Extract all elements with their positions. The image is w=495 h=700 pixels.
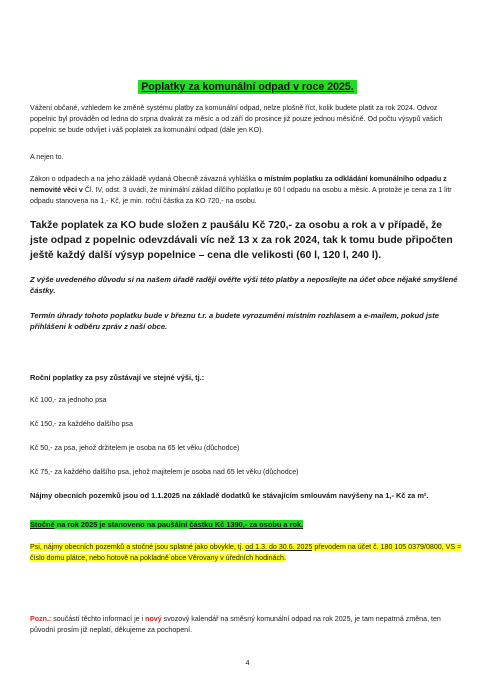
sewage-paragraph (30, 519, 462, 530)
note-new-word: nový (145, 615, 162, 623)
note-label: Pozn.: (30, 615, 52, 623)
payment-paragraph (30, 542, 462, 564)
dog-fee-item: Kč 100,- za jednoho psa (30, 396, 107, 404)
land-rent-paragraph: Nájmy obecních pozemků jsou od 1.1.2025 na základě dodatků ke stávajícím smlouvám navýšeny na 1,- Kč za m². (30, 491, 429, 500)
payment-term-notice: Termín úhrady tohoto poplatku bude v březnu t.r. a budete vyrozuměni místním rozhlasem a e-mailem, pokud jste přihlášeni k odběru zpráv z naší obce. (30, 311, 440, 332)
verify-notice: Z výše uvedeného důvodu si na našem úřadě raději ověřte výši této platby a neposílejte na účet obce nějaké smyšlené částky. (30, 275, 458, 296)
dog-fee-item: Kč 150,- za každého dalšího psa (30, 420, 133, 428)
fee-statement: Takže poplatek za KO bude složen z paušálu Kč 720,- za osobu a rok a v případě, že jste odpad z popelnic odevzdávali víc než 13 x za rok 2024, tak k tomu bude připočten ještě každý další výsyp popelnice – cena dle velikosti (60 l, 120 l, 240 l). (30, 220, 453, 261)
note-paragraph (30, 614, 462, 636)
dog-fee-item: Kč 75,- za každého dalšího psa, jehož majitelem je osoba nad 65 let věku (důchodce) (30, 468, 299, 476)
page-number: 4 (245, 658, 250, 667)
note-text-1: součástí těchto informací je i (51, 615, 146, 623)
title-wrap (0, 77, 495, 95)
dogs-heading: Roční poplatky za psy zůstávají ve stejné výši, tj.: (30, 373, 205, 382)
sewage-text: na rok 2025 je stanoveno na paušální (54, 520, 190, 529)
law-paragraph (30, 174, 462, 208)
dog-fee-item: Kč 50,- za psa, jehož držitelem je osoba na 65 let věku (důchodce) (30, 444, 240, 452)
law-text-1: Zákon o odpadech a na jeho základě vydaná Obecně závazná vyhláška (30, 175, 258, 183)
law-bold-text: o místním poplatku za odkládání komunálního odpadu z nemovité věci v (30, 175, 447, 195)
payment-text-2: převodem na účet č. 180 105 0379/0800, VS = číslo domu plátce, nebo hotově na pokladně obce Věrovany v úředních hodinách. (30, 543, 462, 563)
sewage-amount: částku Kč 1390,- za osobu a rok. (189, 520, 304, 529)
law-text-2: Čl. IV, odst. 3 uvádí, že minimální základ dílčího poplatku je 60 l odpadu na osobu a měsíc. A protože je cena za 1 litr odpadu stanovena na 1,- Kč, je min. roční částka za KO 720,- na osobu. (30, 186, 452, 206)
and-more-line: A nejen to. (30, 153, 64, 161)
note-text-2: svozový kalendář na směsný komunální odpad na rok 2025, je tam nepatrná změna, ten původní prosím již neplatí, děkujeme za pochopení. (30, 615, 441, 635)
sewage-label: Stočné (30, 520, 55, 529)
intro-paragraph: Vážení občané, vzhledem ke změně systému platby za komunální odpad, nelze plošně říct, kolik budete platit za rok 2024. Odvoz popelnic byl prováděn od ledna do srpna dvakrát za měsíc a od září do prosince již pouze jednou měsíčně. Od počtu výsypů vašich popelnic se bude odvíjet i váš poplatek za komunální odpad (dále jen KO). (30, 104, 443, 135)
payment-text-1: Psi, nájmy obecních pozemků a stočné jsou splatné jako obvykle, tj. (30, 543, 246, 551)
payment-dates: od 1.3. do 30.6. 2025 (245, 543, 313, 551)
page-title: Poplatky za komunální odpad v roce 2025. (138, 80, 357, 94)
